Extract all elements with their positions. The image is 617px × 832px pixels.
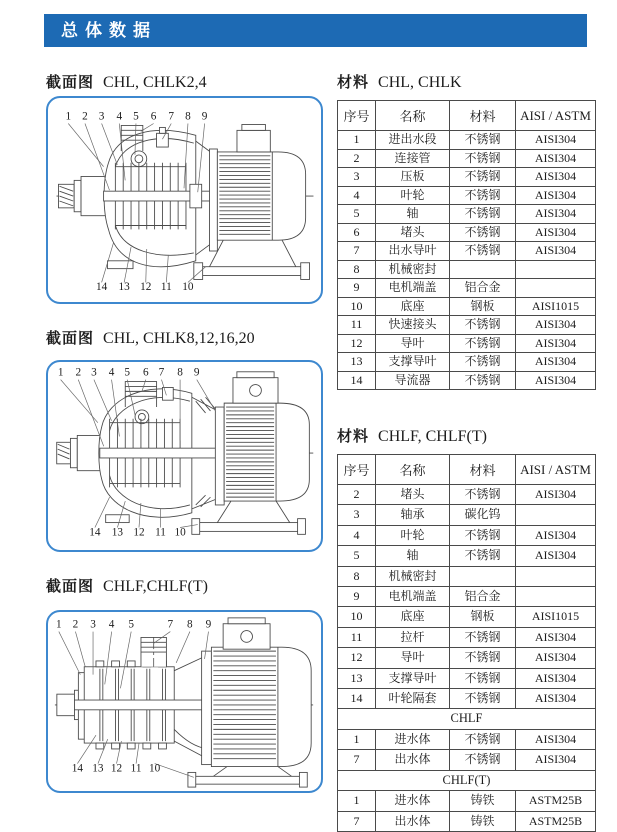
priming-plug (135, 410, 149, 424)
callout-label: 2 (72, 618, 79, 631)
callout-label: 8 (177, 366, 183, 379)
callout-label: 4 (116, 110, 123, 123)
leader-line (94, 380, 112, 421)
table-cell: 7 (338, 242, 376, 261)
table-row (338, 648, 596, 668)
callout-label: 3 (91, 366, 97, 379)
motor-body (211, 647, 311, 766)
callout-label: 1 (57, 366, 64, 379)
diagram2-box (46, 360, 323, 552)
table-cell: 进出水段 (376, 131, 450, 150)
table-cell: 压板 (376, 168, 450, 187)
col-header-name: 名称 (376, 101, 450, 131)
table-row (338, 525, 596, 545)
page-title: 总体数据 (61, 21, 157, 40)
table-cell: 9 (338, 587, 376, 607)
callout-label: 1 (55, 618, 62, 631)
table-cell: 出水体 (376, 811, 450, 831)
callout-label: 5 (128, 618, 135, 631)
inlet-pipe (58, 176, 110, 215)
table-cell: AISI304 (516, 242, 596, 261)
table-cell: 不锈钢 (450, 168, 516, 187)
col-header-index: 序号 (338, 455, 376, 485)
table-row (338, 186, 596, 205)
motor-body (217, 152, 305, 240)
terminal-box (233, 372, 278, 403)
table-cell: AISI304 (516, 668, 596, 688)
materials-table-chlf (337, 454, 596, 832)
materials1-title-label: 材料 (337, 74, 370, 91)
base-plate (188, 767, 307, 788)
table-cell: AISI304 (516, 750, 596, 770)
table-cell: 底座 (376, 297, 450, 316)
callout-label: 3 (98, 110, 105, 123)
col-header-aisi: AISI / ASTM (516, 455, 596, 485)
table-cell: 不锈钢 (450, 546, 516, 566)
table-cell: AISI304 (516, 485, 596, 505)
table-cell: 进水体 (376, 729, 450, 749)
pump-cross-section-svg-1 (48, 98, 321, 302)
table-cell: 不锈钢 (450, 627, 516, 647)
materials-table-chl (337, 100, 596, 390)
table-cell: 不锈钢 (450, 371, 516, 390)
table-cell: 1 (338, 729, 376, 749)
table-cell: ASTM25B (516, 811, 596, 831)
table-cell: 不锈钢 (450, 485, 516, 505)
table-cell: AISI304 (516, 525, 596, 545)
terminal-box (223, 618, 270, 649)
table-cell: 10 (338, 607, 376, 627)
shaft (74, 700, 219, 710)
col-header-name: 名称 (376, 455, 450, 485)
table-cell: 连接管 (376, 149, 450, 168)
table-cell: 机械密封 (376, 260, 450, 279)
leader-line (198, 124, 205, 193)
table-cell: AISI304 (516, 186, 596, 205)
table-cell: 导叶 (376, 648, 450, 668)
table-cell: 8 (338, 260, 376, 279)
table-cell: AISI304 (516, 627, 596, 647)
callout-label: 10 (149, 762, 161, 775)
table-cell: 14 (338, 689, 376, 709)
table-row (338, 566, 596, 586)
materials2-title (337, 428, 487, 446)
callout-label: 3 (90, 618, 96, 631)
callout-label: 1 (65, 110, 72, 123)
leader-line (75, 632, 85, 667)
table-row (338, 205, 596, 224)
table-row (338, 587, 596, 607)
table-cell (516, 566, 596, 586)
table-row (338, 811, 596, 831)
table-span-cell: CHLF (338, 709, 596, 729)
table-row (338, 505, 596, 525)
table-cell: 不锈钢 (450, 750, 516, 770)
table-cell: 叶轮隔套 (376, 689, 450, 709)
callout-label: 2 (82, 110, 88, 123)
callout-label: 12 (110, 762, 123, 775)
table-cell: AISI304 (516, 648, 596, 668)
diagram3-title-label: 截面图 (46, 578, 95, 595)
leader-line (155, 764, 194, 778)
table-header-row (338, 455, 596, 485)
table-cell: 碳化钨 (450, 505, 516, 525)
table-cell: 1 (338, 131, 376, 150)
table-cell: 叶轮 (376, 525, 450, 545)
diagram2-title-model: CHL, CHLK8,12,16,20 (103, 330, 255, 347)
table-cell: 不锈钢 (450, 353, 516, 372)
table-cell: AISI304 (516, 131, 596, 150)
table-row (338, 791, 596, 811)
table-row (338, 371, 596, 390)
callout-label: 14 (89, 526, 101, 539)
callout-label: 14 (71, 762, 84, 775)
table-cell: 不锈钢 (450, 648, 516, 668)
motor-body (224, 403, 309, 501)
table-cell: 堵头 (376, 485, 450, 505)
table-cell: 4 (338, 525, 376, 545)
table-row (338, 316, 596, 335)
col-header-aisi: AISI / ASTM (516, 101, 596, 131)
callout-label: 13 (111, 526, 124, 539)
table-cell: 支撑导叶 (376, 353, 450, 372)
table-cell: 4 (338, 186, 376, 205)
callout-label: 10 (174, 526, 186, 539)
table-cell: 叶轮 (376, 186, 450, 205)
table-cell: 13 (338, 668, 376, 688)
discharge-pipe (141, 637, 166, 666)
table-cell: ASTM25B (516, 791, 596, 811)
diagram3-title (46, 578, 208, 596)
table-cell: 出水导叶 (376, 242, 450, 261)
table-row (338, 353, 596, 372)
table-header-row (338, 101, 596, 131)
table-row (338, 668, 596, 688)
table-cell: 电机端盖 (376, 279, 450, 298)
diagram1-box (46, 96, 323, 304)
table-cell (450, 566, 516, 586)
table-row (338, 729, 596, 749)
table-cell: AISI304 (516, 149, 596, 168)
table-row (338, 485, 596, 505)
leader-line (102, 124, 118, 165)
table-row (338, 750, 596, 770)
table-cell: 不锈钢 (450, 316, 516, 335)
table-cell: 13 (338, 353, 376, 372)
table-row (338, 223, 596, 242)
table-cell: 拉杆 (376, 627, 450, 647)
table-cell: 8 (338, 566, 376, 586)
table-cell: 5 (338, 205, 376, 224)
callout-label: 6 (143, 366, 149, 379)
table-cell (450, 260, 516, 279)
callout-label: 13 (92, 762, 104, 775)
table-cell: 钢板 (450, 607, 516, 627)
table-cell: AISI1015 (516, 607, 596, 627)
table-cell: 11 (338, 627, 376, 647)
materials1-title-model: CHL, CHLK (378, 74, 462, 91)
table-cell: 不锈钢 (450, 242, 516, 261)
table-cell (516, 587, 596, 607)
table-cell: 10 (338, 297, 376, 316)
table-cell: AISI304 (516, 168, 596, 187)
callout-label: 11 (155, 526, 166, 539)
callout-label: 5 (133, 110, 139, 123)
callout-label: 7 (167, 618, 174, 631)
diagram1-title-model: CHL, CHLK2,4 (103, 74, 207, 91)
table-cell: 出水体 (376, 750, 450, 770)
table-cell: AISI304 (516, 546, 596, 566)
table-cell (516, 260, 596, 279)
table-cell: 不锈钢 (450, 668, 516, 688)
pump-cross-section-svg-2 (48, 362, 321, 550)
callout-label: 11 (130, 762, 142, 775)
diagram3-box (46, 610, 323, 793)
table-row (338, 260, 596, 279)
shaft (100, 448, 219, 458)
table-row (338, 607, 596, 627)
table-cell: 9 (338, 279, 376, 298)
table-cell: 12 (338, 648, 376, 668)
diagram3-title-model: CHLF,CHLF(T) (103, 578, 208, 595)
section-header-bar (44, 14, 587, 47)
callout-label: 7 (158, 366, 165, 379)
table-cell: 轴 (376, 205, 450, 224)
materials2-title-label: 材料 (337, 428, 370, 445)
table-cell: 铝合金 (450, 279, 516, 298)
table-span-cell: CHLF(T) (338, 770, 596, 790)
pump-cross-section-svg-3 (48, 612, 321, 791)
table-cell: 铸铁 (450, 811, 516, 831)
table-cell: 轴 (376, 546, 450, 566)
table-cell: 7 (338, 750, 376, 770)
table-cell: 3 (338, 168, 376, 187)
table-cell: 6 (338, 223, 376, 242)
table-row (338, 546, 596, 566)
leader-line (176, 632, 190, 663)
table-cell: 7 (338, 811, 376, 831)
callout-label: 13 (118, 281, 130, 294)
leader-line (136, 743, 139, 764)
table-row (338, 149, 596, 168)
table-cell (516, 505, 596, 525)
table-row (338, 709, 596, 729)
table-row (338, 131, 596, 150)
terminal-box (237, 124, 270, 151)
callout-label: 8 (187, 618, 193, 631)
callout-label: 5 (124, 366, 131, 379)
table-cell: 铸铁 (450, 791, 516, 811)
table-cell: 1 (338, 791, 376, 811)
table-cell: 进水体 (376, 791, 450, 811)
table-row (338, 689, 596, 709)
callout-label: 4 (108, 618, 115, 631)
table-row (338, 770, 596, 790)
col-header-material: 材料 (450, 455, 516, 485)
table-cell: 不锈钢 (450, 334, 516, 353)
table-cell: 14 (338, 371, 376, 390)
table-cell: 机械密封 (376, 566, 450, 586)
materials2-title-model: CHLF, CHLF(T) (378, 428, 487, 445)
table-cell: 底座 (376, 607, 450, 627)
table-cell: AISI304 (516, 223, 596, 242)
callout-label: 11 (160, 281, 172, 294)
table-cell: AISI1015 (516, 297, 596, 316)
callout-label: 4 (108, 366, 115, 379)
col-header-material: 材料 (450, 101, 516, 131)
table-cell: 电机端盖 (376, 587, 450, 607)
diagram2-title (46, 330, 255, 348)
table-cell: 支撑导叶 (376, 668, 450, 688)
table-cell: 2 (338, 149, 376, 168)
table-cell: 不锈钢 (450, 186, 516, 205)
table-cell: 不锈钢 (450, 223, 516, 242)
callout-label: 14 (95, 281, 108, 294)
table-row (338, 168, 596, 187)
callout-label: 9 (193, 366, 200, 379)
table-cell: 不锈钢 (450, 525, 516, 545)
callout-label: 7 (168, 110, 175, 123)
table-cell: 快速接头 (376, 316, 450, 335)
diagram1-title (46, 74, 207, 92)
table-cell: 钢板 (450, 297, 516, 316)
table-cell: AISI304 (516, 334, 596, 353)
table-cell: 不锈钢 (450, 689, 516, 709)
callout-label: 6 (150, 110, 157, 123)
table-cell: AISI304 (516, 729, 596, 749)
table-cell: AISI304 (516, 316, 596, 335)
table-cell: AISI304 (516, 371, 596, 390)
callout-label: 8 (185, 110, 191, 123)
table-cell: 轴承 (376, 505, 450, 525)
inlet-pipe (57, 435, 103, 470)
table-row (338, 297, 596, 316)
callout-label: 2 (75, 366, 82, 379)
table-cell: AISI304 (516, 205, 596, 224)
table-cell: 5 (338, 546, 376, 566)
callout-label: 9 (201, 110, 208, 123)
top-fitting (162, 387, 173, 400)
table-row (338, 279, 596, 298)
table-cell: 铝合金 (450, 587, 516, 607)
table-cell: 不锈钢 (450, 729, 516, 749)
table-row (338, 627, 596, 647)
table-cell: 堵头 (376, 223, 450, 242)
col-header-index: 序号 (338, 101, 376, 131)
materials1-title (337, 74, 462, 92)
table-cell: 11 (338, 316, 376, 335)
table-cell: 导叶 (376, 334, 450, 353)
diagram1-title-label: 截面图 (46, 74, 95, 91)
callout-label: 10 (182, 281, 194, 294)
table-cell: 不锈钢 (450, 205, 516, 224)
table-cell: 12 (338, 334, 376, 353)
table-cell: AISI304 (516, 353, 596, 372)
table-cell: 2 (338, 485, 376, 505)
table-cell: 不锈钢 (450, 149, 516, 168)
table-cell: 导流器 (376, 371, 450, 390)
table-row (338, 334, 596, 353)
callout-label: 12 (133, 526, 145, 539)
table-row (338, 242, 596, 261)
diagram2-title-label: 截面图 (46, 330, 95, 347)
table-cell: 不锈钢 (450, 131, 516, 150)
callout-label: 9 (205, 618, 212, 631)
table-cell: 3 (338, 505, 376, 525)
table-cell: AISI304 (516, 689, 596, 709)
callout-label: 12 (140, 281, 152, 294)
table-cell (516, 279, 596, 298)
